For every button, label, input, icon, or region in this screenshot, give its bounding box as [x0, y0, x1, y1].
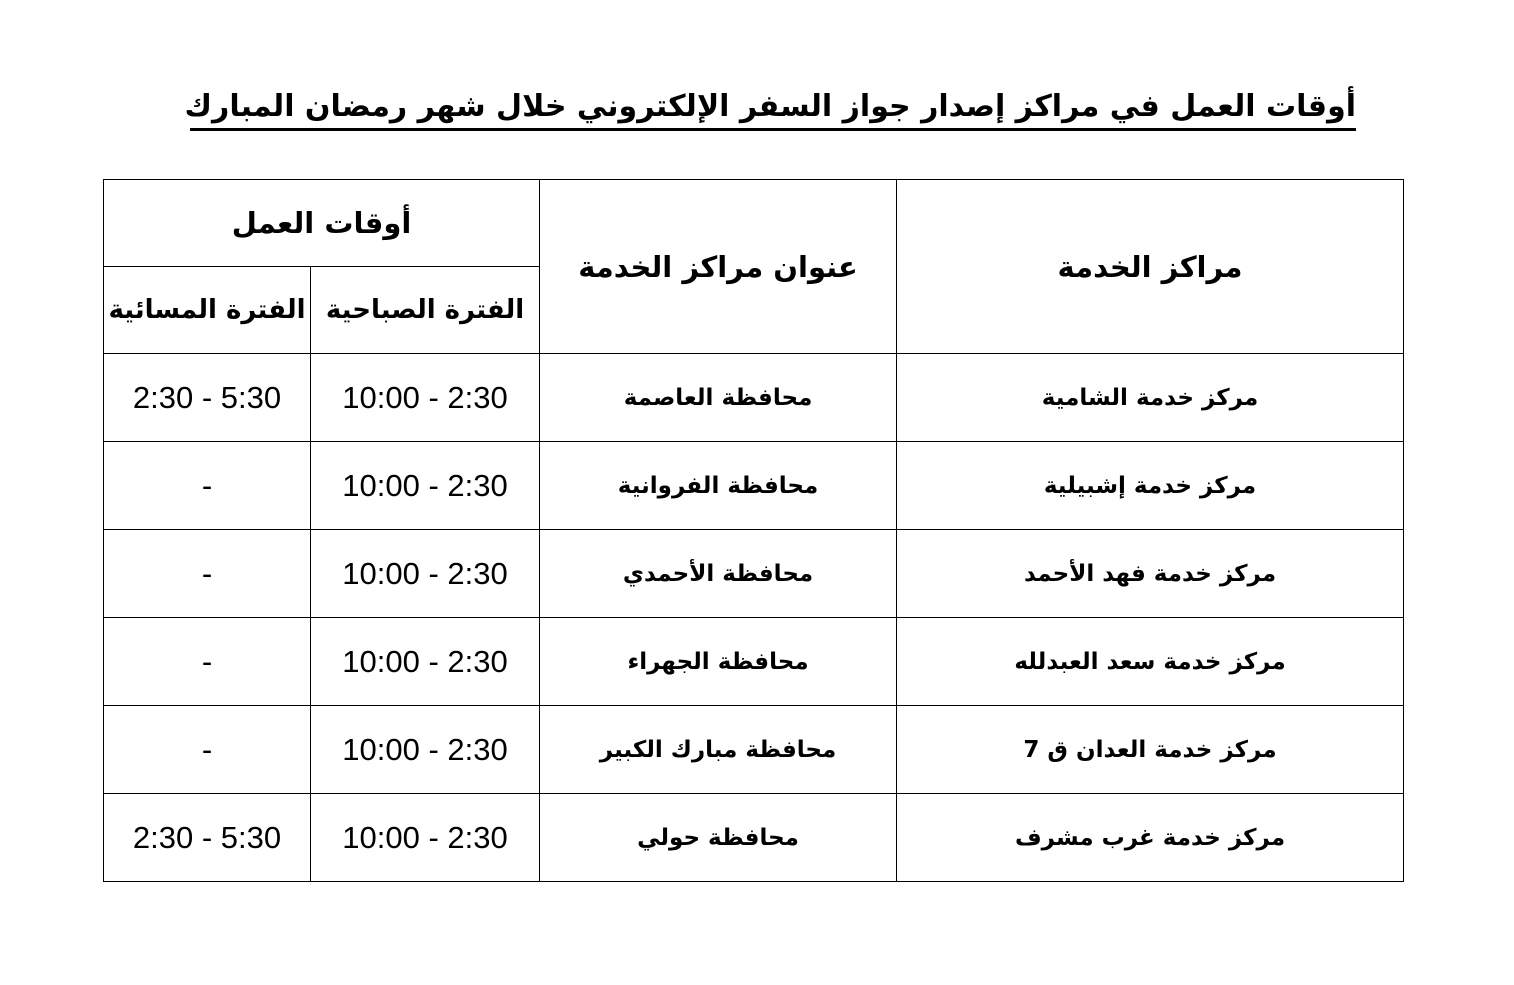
service-center-address: محافظة الأحمدي: [540, 530, 897, 618]
service-center-address: محافظة الفروانية: [540, 442, 897, 530]
page-title: أوقات العمل في مراكز إصدار جواز السفر الإلكتروني خلال شهر رمضان المبارك: [190, 86, 1356, 131]
header-evening-shift: الفترة المسائية: [104, 267, 311, 354]
service-center-name: مركز خدمة غرب مشرف: [897, 794, 1404, 882]
evening-hours: -: [104, 442, 311, 530]
service-center-name: مركز خدمة إشبيلية: [897, 442, 1404, 530]
table-row: [104, 354, 1404, 442]
evening-hours: -: [104, 618, 311, 706]
service-center-address: محافظة الجهراء: [540, 618, 897, 706]
table-row: [104, 794, 1404, 882]
morning-hours: 10:00 - 2:30: [311, 530, 540, 618]
service-center-address: محافظة مبارك الكبير: [540, 706, 897, 794]
table-row: [104, 618, 1404, 706]
service-center-name: مركز خدمة سعد العبدلله: [897, 618, 1404, 706]
table-row: [104, 530, 1404, 618]
service-center-address: محافظة العاصمة: [540, 354, 897, 442]
table-row: [104, 442, 1404, 530]
morning-hours: 10:00 - 2:30: [311, 442, 540, 530]
working-hours-table: [103, 179, 1404, 882]
header-morning-shift: الفترة الصباحية: [311, 267, 540, 354]
service-center-name: مركز خدمة العدان ق 7: [897, 706, 1404, 794]
header-service-centers: مراكز الخدمة: [897, 180, 1404, 354]
morning-hours: 10:00 - 2:30: [311, 794, 540, 882]
morning-hours: 10:00 - 2:30: [311, 618, 540, 706]
evening-hours: -: [104, 530, 311, 618]
morning-hours: 10:00 - 2:30: [311, 706, 540, 794]
evening-hours: -: [104, 706, 311, 794]
table-row: [104, 706, 1404, 794]
evening-hours: 2:30 - 5:30: [104, 794, 311, 882]
service-center-name: مركز خدمة فهد الأحمد: [897, 530, 1404, 618]
header-working-hours: أوقات العمل: [104, 180, 540, 267]
header-center-address: عنوان مراكز الخدمة: [540, 180, 897, 354]
morning-hours: 10:00 - 2:30: [311, 354, 540, 442]
service-center-name: مركز خدمة الشامية: [897, 354, 1404, 442]
evening-hours: 2:30 - 5:30: [104, 354, 311, 442]
service-center-address: محافظة حولي: [540, 794, 897, 882]
